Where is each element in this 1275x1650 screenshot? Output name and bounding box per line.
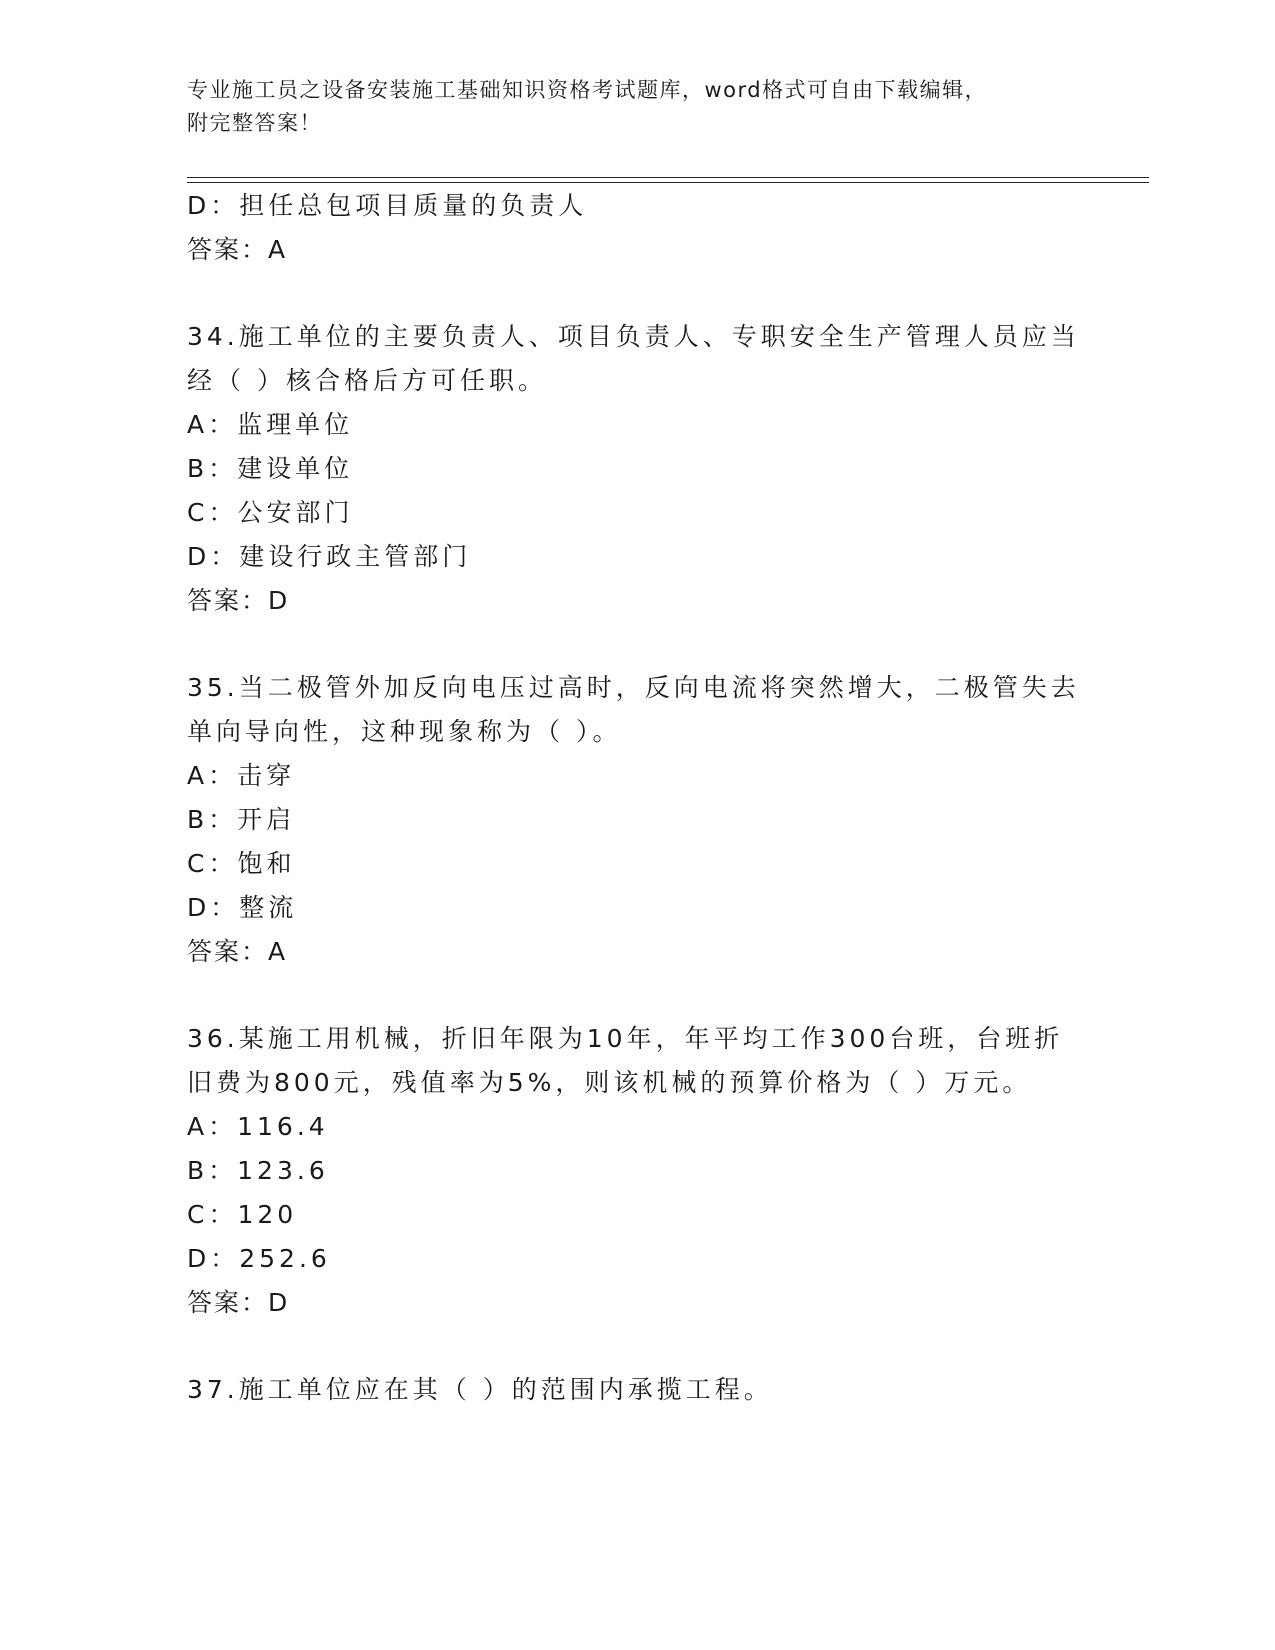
question-35-stem-line-2: 单向导向性，这种现象称为（ ）。 — [187, 717, 622, 746]
question-34-option-b: B：建设单位 — [187, 454, 354, 483]
question-35-option-d: D：整流 — [187, 893, 298, 922]
option-d: D：担任总包项目质量的负责人 — [187, 191, 588, 220]
header-line-1: 专业施工员之设备安装施工基础知识资格考试题库，word格式可自由下载编辑， — [187, 78, 988, 102]
document-header — [187, 74, 1087, 140]
question-35-stem-line-1: 35.当二极管外加反向电压过高时，反向电流将突然增大，二极管失去 — [187, 673, 1080, 702]
question-35-option-b: B：开启 — [187, 805, 296, 834]
question-35-option-c: C：饱和 — [187, 849, 296, 878]
question-35-answer: 答案：A — [187, 937, 288, 966]
question-36-option-d: D：252.6 — [187, 1244, 331, 1273]
question-36-stem-line-1: 36.某施工用机械，折旧年限为10年，年平均工作300台班，台班折 — [187, 1024, 1064, 1053]
question-35-option-a: A：击穿 — [187, 761, 296, 790]
question-37-stem-line-1: 37.施工单位应在其（ ）的范围内承揽工程。 — [187, 1375, 773, 1404]
question-36-answer: 答案：D — [187, 1288, 290, 1317]
question-34-option-a: A：监理单位 — [187, 410, 354, 439]
question-34-stem-line-2: 经（ ）核合格后方可任职。 — [187, 366, 547, 395]
question-34-option-d: D：建设行政主管部门 — [187, 542, 472, 571]
question-36-option-c: C：120 — [187, 1200, 298, 1229]
question-34-answer: 答案：D — [187, 586, 290, 615]
question-36-option-a: A：116.4 — [187, 1112, 329, 1141]
answer-line: 答案：A — [187, 235, 288, 264]
question-34-option-c: C：公安部门 — [187, 498, 354, 527]
header-line-2: 附完整答案！ — [187, 111, 322, 135]
header-divider-top — [187, 177, 1149, 178]
header-divider-bottom — [187, 182, 1149, 183]
question-36-stem-line-2: 旧费为800元，残值率为5%，则该机械的预算价格为（ ）万元。 — [187, 1068, 1032, 1097]
question-34-stem-line-1: 34.施工单位的主要负责人、项目负责人、专职安全生产管理人员应当 — [187, 322, 1080, 351]
question-36-option-b: B：123.6 — [187, 1156, 329, 1185]
